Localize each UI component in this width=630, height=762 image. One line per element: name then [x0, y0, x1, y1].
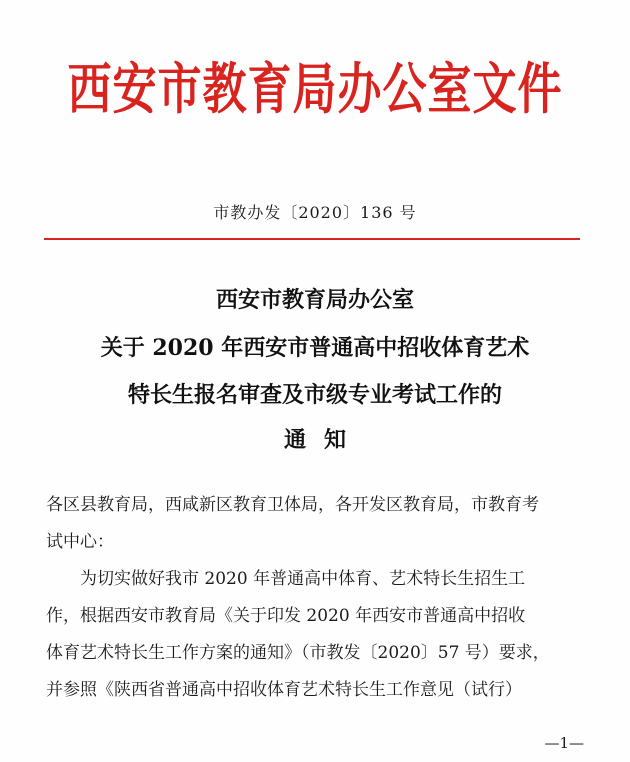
page-number: —1— [544, 734, 584, 752]
body-text-line: 体育艺术特长生工作方案的通知》（市教发〔2020〕57 号）要求， [46, 643, 550, 663]
red-divider-line [44, 238, 580, 240]
document-header-title: 西安市教育局办公室文件 [67, 57, 563, 122]
body-text-line: 并参照《陕西省普通高中招收体育艺术特长生工作意见（试行） [46, 680, 522, 700]
notice-heading-line-2: 关于 2020 年西安市普通高中招收体育艺术 [100, 335, 530, 361]
document-number: 市教办发〔2020〕136 号 [213, 203, 417, 222]
body-text-line: 各区县教育局，西咸新区教育卫体局，各开发区教育局，市教育考 [46, 495, 539, 515]
body-text-line: 为切实做好我市 2020 年普通高中体育、艺术特长生招生工 [80, 569, 526, 589]
notice-heading-line-3: 特长生报名审查及市级专业考试工作的 [127, 382, 502, 408]
notice-heading-line-4: 通知 [283, 427, 364, 453]
body-text-line: 作，根据西安市教育局《关于印发 2020 年西安市普通高中招收 [46, 606, 526, 626]
notice-heading-line-1: 西安市教育局办公室 [215, 287, 414, 313]
body-text-line: 试中心： [46, 532, 114, 552]
